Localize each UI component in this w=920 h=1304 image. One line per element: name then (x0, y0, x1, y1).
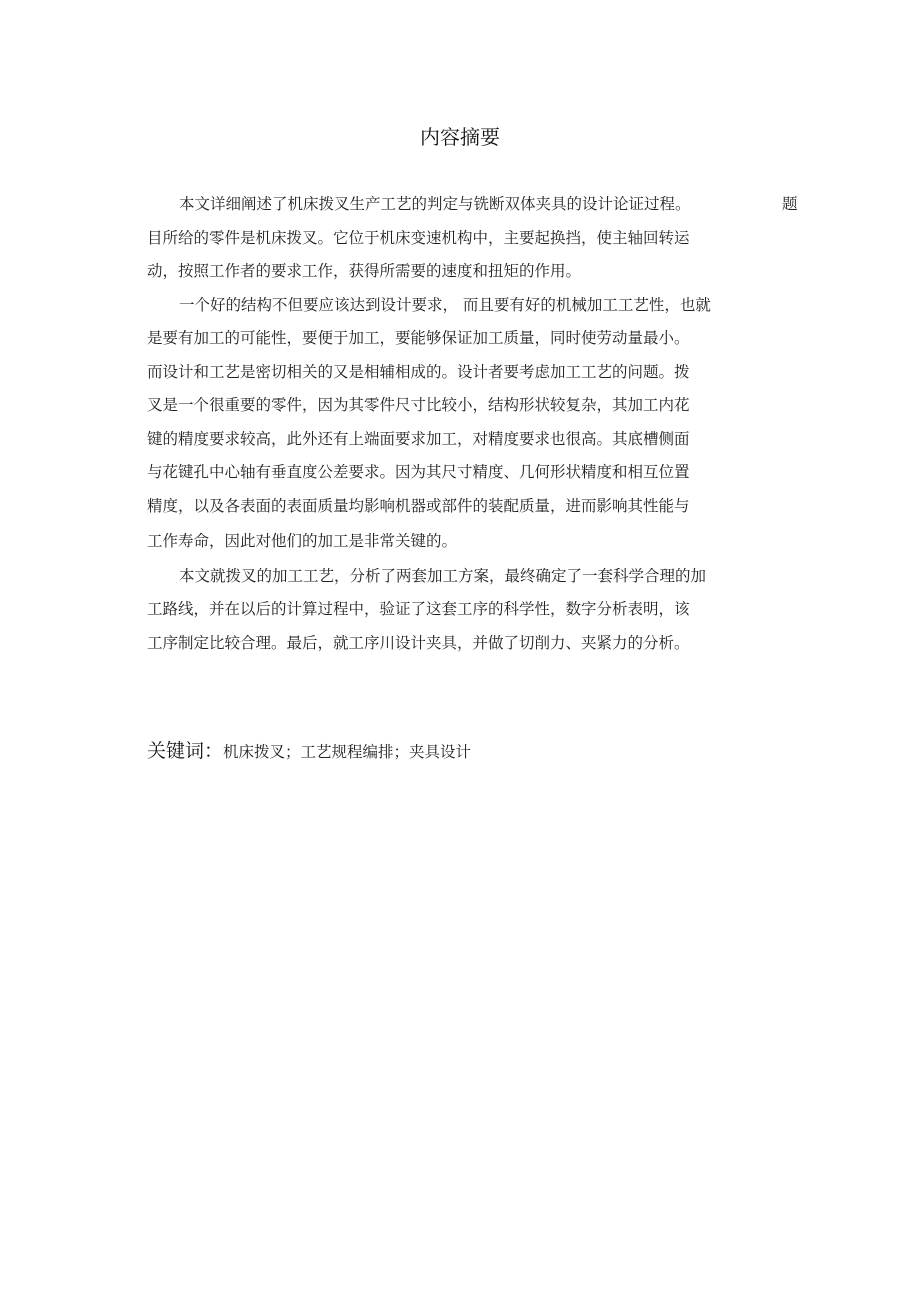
paragraph-line: 一个好的结构不但要应该达到设计要求， 而且要有好的机械加工工艺性，也就 (179, 296, 711, 314)
keywords-value: 机床拨叉；工艺规程编排；夹具设计 (223, 743, 472, 761)
paragraph-line: 本文详细阐述了机床拨叉生产工艺的判定与铣断双体夹具的设计论证过程。 (179, 195, 691, 213)
paragraph-line-tail: 题 (782, 195, 798, 213)
page-title: 内容摘要 (420, 125, 500, 149)
paragraph-line: 工序制定比较合理。最后，就工序川设计夹具，并做了切削力、夹紧力的分析。 (147, 634, 690, 652)
paragraph-line: 叉是一个很重要的零件，因为其零件尺寸比较小，结构形状较复杂，其加工内花 (147, 396, 690, 414)
keywords-row (147, 738, 471, 765)
paragraph-line: 键的精度要求较高，此外还有上端面要求加工，对精度要求也很高。其底槽侧面 (147, 430, 690, 448)
keywords-label: 关键词： (147, 740, 224, 762)
paragraph-line: 动，按照工作者的要求工作，获得所需要的速度和扭矩的作用。 (147, 262, 582, 280)
paragraph-line: 工路线，并在以后的计算过程中，验证了这套工序的科学性，数字分析表明，该 (147, 600, 690, 618)
paragraph-line: 目所给的零件是机床拨叉。它位于机床变速机构中，主要起换挡，使主轴回转运 (147, 229, 690, 247)
paragraph-line: 是要有加工的可能性，要便于加工，要能够保证加工质量，同时使劳动量最小。 (147, 329, 690, 347)
paragraph-line: 与花键孔中心轴有垂直度公差要求。因为其尺寸精度、几何形状精度和相互位置 (147, 463, 690, 481)
paragraph-line: 本文就拨叉的加工工艺，分析了两套加工方案，最终确定了一套科学合理的加 (179, 567, 707, 585)
paragraph-line: 而设计和工艺是密切相关的又是相辅相成的。设计者要考虑加工工艺的问题。拨 (147, 363, 690, 381)
paragraph-line: 精度，以及各表面的表面质量均影响机器或部件的装配质量，进而影响其性能与 (147, 497, 690, 515)
paragraph-line: 工作寿命，因此对他们的加工是非常关键的。 (147, 532, 458, 550)
